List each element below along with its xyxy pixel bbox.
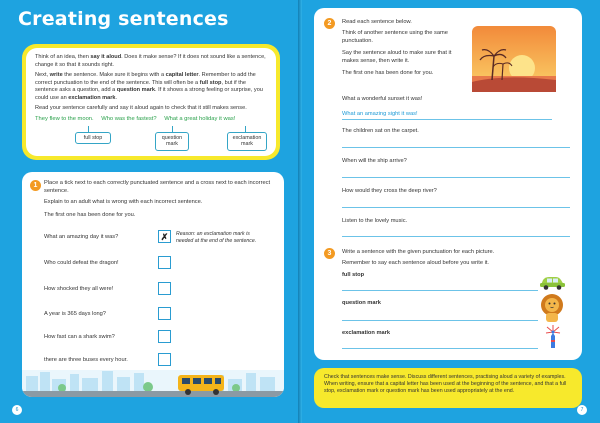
q2-sentence-2: When will the ship arrive?	[342, 158, 407, 164]
q2-example-answer: What an amazing sight it was!	[342, 111, 418, 117]
q2-sentence-4: Listen to the lovely music.	[342, 218, 408, 224]
intro-paragraph-2: Next, write the sentence. Make sure it begins with a capital letter. Remember to add the correct punctuation to the end of the sentence. This will often be a full stop, but if the sentence asks a question, add a question mark. If it shows a strong feeling or surprise, you could use an exclamation mark.	[35, 72, 263, 101]
label-exclamation-mark: exclamation mark	[227, 132, 267, 151]
intro-paragraph-3: Read your sentence carefully and say it aloud again to check that it still makes sense.	[35, 105, 247, 112]
q3-instruction-2: Remember to say each sentence aloud before you write it.	[342, 260, 490, 266]
q2-answer-line-2[interactable]	[342, 177, 570, 178]
q2-instruction-1: Read each sentence below.	[342, 19, 412, 25]
q3-label-full-stop: full stop	[342, 272, 365, 278]
q2-instruction-3: Say the sentence aloud to make sure that it makes sense, then write it.	[342, 50, 452, 64]
q1-reason: Reason: an exclamation mark is needed at the end of the sentence.	[176, 231, 257, 244]
intro-paragraph-1: Think of an idea, then say it aloud. Does it make sense? If it does not sound like a sentence, change it so that it sounds right.	[35, 54, 266, 68]
q1-instruction-2: Explain to an adult what is wrong with each incorrect sentence.	[44, 199, 203, 205]
q2-instruction-2: Think of another sentence using the same punctuation.	[342, 30, 448, 44]
q2-sentence-1: The children sat on the carpet.	[342, 128, 419, 134]
q3-label-question-mark: question mark	[342, 300, 381, 306]
q1-sentence-6: there are three buses every hour.	[44, 357, 128, 363]
label-full-stop: full stop	[75, 132, 111, 144]
lion-picture	[538, 293, 566, 323]
question-2-3-card	[314, 8, 582, 360]
q1-instruction-3: The first one has been done for you.	[44, 212, 136, 218]
rocket-firework-picture	[542, 324, 564, 352]
label-question-mark: question mark	[155, 132, 189, 151]
q1-checkbox-5[interactable]	[158, 330, 171, 343]
page-number-left: 6	[12, 405, 22, 415]
q1-checkbox-1[interactable]: ✗	[158, 230, 171, 243]
question-3-number: 3	[324, 248, 335, 259]
page-gutter	[298, 0, 302, 423]
page-title: Creating sentences	[18, 8, 229, 30]
q1-checkbox-2[interactable]	[158, 256, 171, 269]
example-question: Who was the fastest?	[101, 115, 157, 122]
example-full-stop: They flew to the moon.	[35, 115, 94, 122]
q2-example-answer-line	[342, 119, 552, 120]
q1-checkbox-3[interactable]	[158, 282, 171, 295]
q3-answer-line-2[interactable]	[342, 320, 538, 321]
q2-answer-line-4[interactable]	[342, 236, 570, 237]
q2-instruction-4: The first one has been done for you.	[342, 70, 434, 76]
q3-answer-line-1[interactable]	[342, 290, 538, 291]
q1-instruction-1: Place a tick next to each correctly punctuated sentence and a cross next to each incorrect sentence.	[44, 180, 271, 194]
q1-sentence-3: How shocked they all were!	[44, 286, 114, 292]
page-number-right: 7	[577, 405, 587, 415]
q3-label-exclamation-mark: exclamation mark	[342, 330, 391, 336]
q2-sentence-3: How would they cross the deep river?	[342, 188, 437, 194]
example-sentences	[35, 116, 267, 124]
intro-content	[26, 48, 276, 156]
example-exclamation: What a great holiday it was!	[164, 115, 236, 122]
intro-box	[22, 44, 280, 160]
q1-checkbox-6[interactable]	[158, 353, 171, 366]
question-1-card	[22, 172, 284, 397]
question-2-number: 2	[324, 18, 335, 29]
q1-sentence-2: Who could defeat the dragon!	[44, 260, 119, 266]
adult-guidance-note: Check that sentences make sense. Discuss different sentences, practising aloud a variety of examples. When writing, ensure that a capital letter has been used at the beginning of the sentence, and that a full stop, exclamation mark or question mark has been used appropriately at the end.	[314, 368, 582, 408]
sunset-picture	[472, 26, 556, 92]
q2-answer-line-3[interactable]	[342, 207, 570, 208]
city-bus-illustration	[22, 370, 284, 397]
q3-answer-line-3[interactable]	[342, 348, 538, 349]
q1-sentence-5: How fast can a shark swim?	[44, 334, 115, 340]
q1-sentence-1: What an amazing day it was?	[44, 234, 119, 240]
q3-instruction-1: Write a sentence with the given punctuation for each picture.	[342, 249, 495, 255]
car-picture	[538, 274, 566, 290]
question-1-number: 1	[30, 180, 41, 191]
q2-example-sentence: What a wonderful sunset it was!	[342, 96, 423, 102]
q1-checkbox-4[interactable]	[158, 307, 171, 320]
q1-sentence-4: A year is 365 days long?	[44, 311, 106, 317]
punctuation-labels	[35, 126, 267, 154]
q2-answer-line-1[interactable]	[342, 147, 570, 148]
